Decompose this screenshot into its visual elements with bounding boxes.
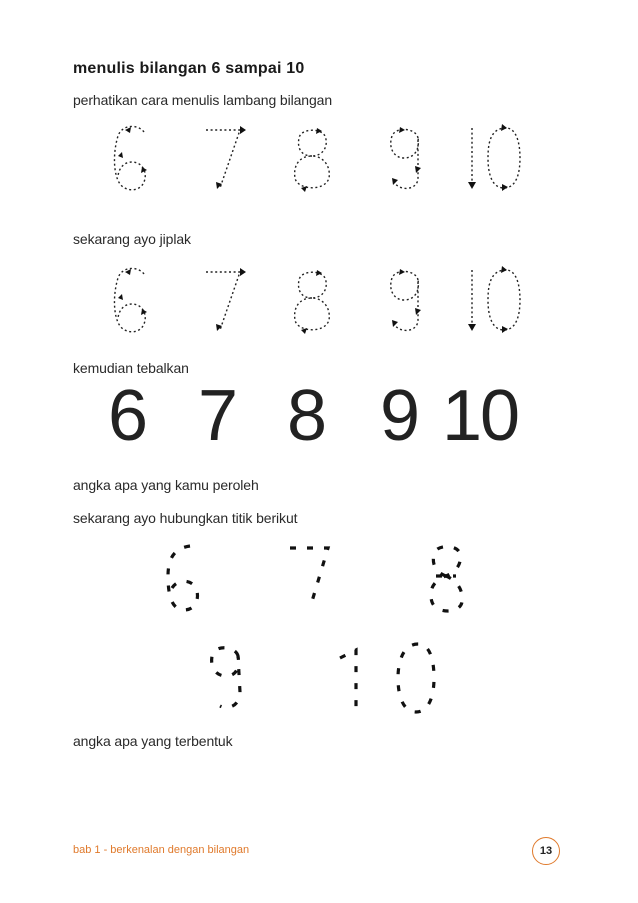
dotted-digit-10 [462,264,524,336]
solid-digit-8: 8 [287,376,326,456]
connect-dots-1 [336,644,366,716]
page-title: menulis bilangan 6 sampai 10 [73,60,305,77]
connect-dots-8 [424,542,468,614]
dotted-digit-6 [108,264,158,336]
connect-dots-7 [288,544,340,610]
dotted-digit-10 [462,122,524,194]
dotted-digit-7 [200,264,250,336]
instruction-bold: kemudian tebalkan [73,360,189,376]
solid-digit-7: 7 [198,376,237,456]
solid-digit-6: 6 [108,376,147,456]
question-result: angka apa yang kamu peroleh [73,477,259,493]
solid-digit-9: 9 [380,376,419,456]
instruction-connect: sekarang ayo hubungkan titik berikut [73,510,298,526]
instruction-trace: sekarang ayo jiplak [73,231,191,247]
instruction-observe: perhatikan cara menulis lambang bilangan [73,92,333,108]
connect-dots-6 [156,542,208,614]
question-formed: angka apa yang terbentuk [73,733,233,749]
dotted-digit-7 [200,122,250,194]
dotted-digit-9 [380,264,430,336]
dotted-digit-9 [380,122,430,194]
solid-digit-10: 10 [442,376,519,456]
connect-dots-9 [204,642,250,714]
dotted-digit-6 [108,122,158,194]
dotted-digit-8 [287,264,337,336]
page-number-badge: 13 [532,837,560,865]
dotted-digit-8 [287,122,337,194]
footer-chapter: bab 1 - berkenalan dengan bilangan [73,844,250,856]
connect-dots-0 [390,640,440,716]
